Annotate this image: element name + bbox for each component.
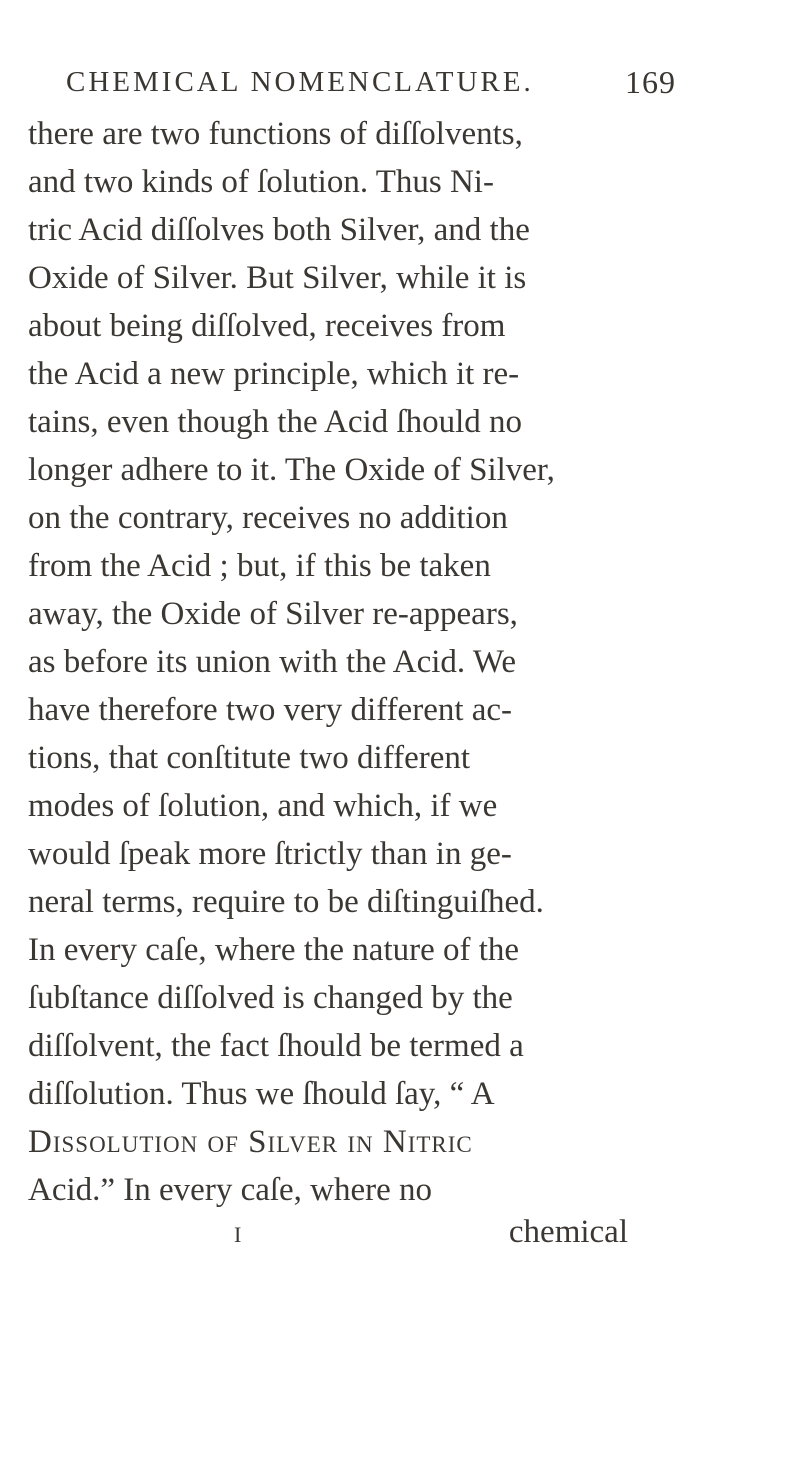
text-line-small-caps: Dissolution of Silver in Nitric (28, 1124, 473, 1160)
text-line: modes of ſolution, and which, if we (28, 788, 498, 824)
text-line: there are two functions of diſſolvents, (28, 116, 523, 152)
text-line: on the contrary, receives no addition (28, 500, 508, 536)
text-line: longer adhere to it. The Oxide of Silver, (28, 452, 555, 488)
running-head (66, 66, 676, 106)
text-line: ſubſtance diſſolved is changed by the (28, 980, 513, 1016)
page-number: 169 (625, 64, 676, 100)
text-line: as before its union with the Acid. We (28, 644, 516, 680)
text-line: away, the Oxide of Silver re-appears, (28, 596, 518, 632)
text-line: would ſpeak more ſtrictly than in ge- (28, 836, 512, 872)
text-line: diſſolvent, the fact ſhould be termed a (28, 1028, 524, 1064)
text-line: tains, even though the Acid ſhould no (28, 404, 523, 440)
running-title: CHEMICAL NOMENCLATURE. (66, 66, 534, 98)
text-line: tions, that conſtitute two different (28, 740, 471, 776)
text-line: and two kinds of ſolution. Thus Ni- (28, 164, 494, 200)
text-line: In every caſe, where the nature of the (28, 932, 520, 968)
text-line: Acid.” In every caſe, where no (28, 1172, 433, 1208)
catch-row (28, 1214, 628, 1258)
text-line: tric Acid diſſolves both Silver, and the (28, 212, 530, 248)
signature-mark: I (234, 1222, 242, 1247)
text-line: Oxide of Silver. But Silver, while it is (28, 260, 527, 296)
text-line: from the Acid ; but, if this be taken (28, 548, 491, 584)
text-line: diſſolution. Thus we ſhould ſay, “ A (28, 1076, 495, 1112)
text-line: the Acid a new principle, which it re- (28, 356, 520, 392)
catchword: chemical (508, 1214, 628, 1250)
text-line: about being diſſolved, receives from (28, 308, 506, 344)
text-line: neral terms, require to be diſtinguiſhed. (28, 884, 544, 920)
text-line: have therefore two very different ac- (28, 692, 513, 728)
